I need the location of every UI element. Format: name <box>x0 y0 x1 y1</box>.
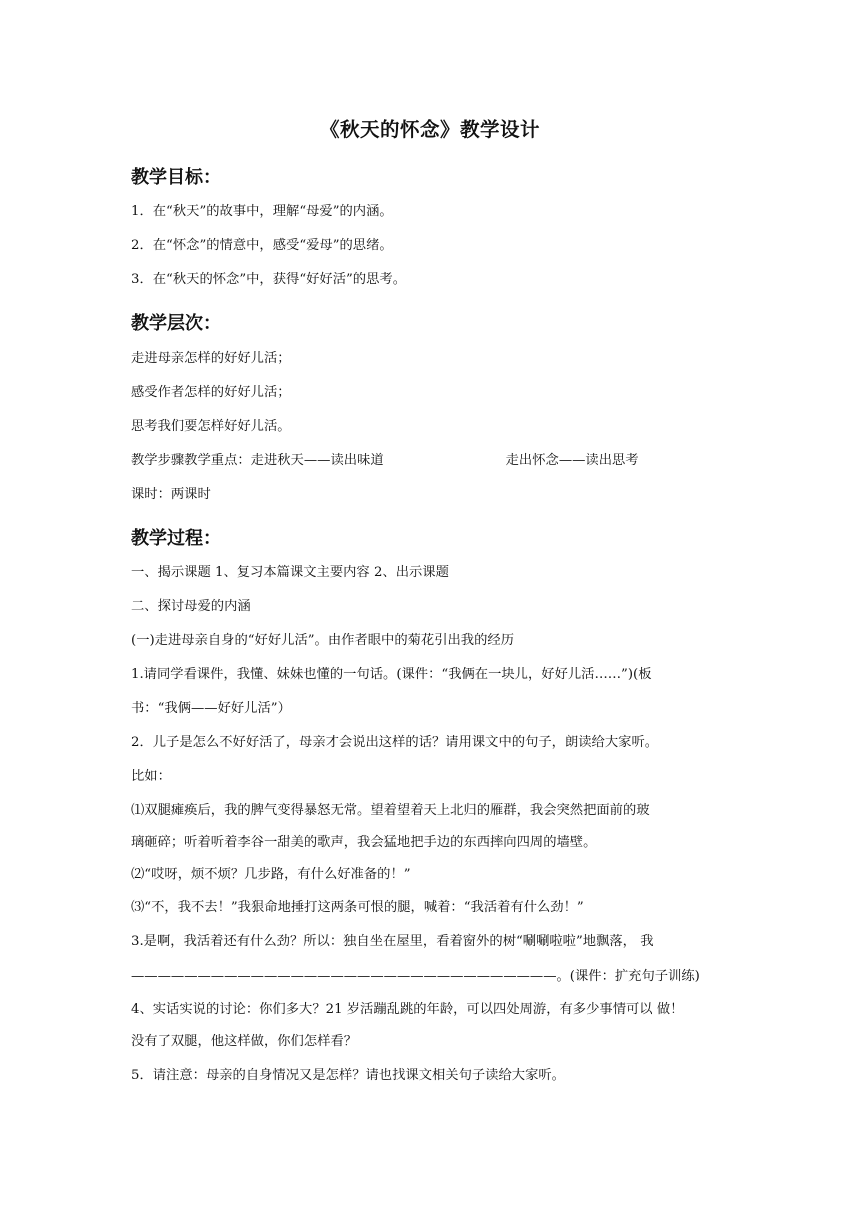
process-paragraph: 书：“我俩——好好儿活”） <box>131 701 291 716</box>
process-paragraph: (一)走进母亲自身的“好好儿活”。由作者眼中的菊花引出我的经历 <box>131 633 514 648</box>
teaching-steps-left: 教学步骤教学重点：走进秋天——读出味道 <box>131 453 384 468</box>
process-paragraph: 2．儿子是怎么不好好活了，母亲才会说出这样的话？请用课文中的句子，朗读给大家听。 <box>131 735 659 750</box>
teaching-steps <box>131 452 639 470</box>
process-paragraph: 5．请注意：母亲的自身情况又是怎样？请也找课文相关句子读给大家听。 <box>131 1068 565 1083</box>
process-heading: 教学过程： <box>131 528 221 549</box>
process-paragraph: ⑶“不，我不去！”我狠命地捶打这两条可恨的腿，喊着：“我活着有什么劲！” <box>131 900 584 915</box>
process-paragraph: 比如： <box>131 769 171 784</box>
level-item: 感受作者怎样的好好儿活； <box>131 385 291 400</box>
process-paragraph: ⑵“哎呀，烦不烦？几步路，有什么好准备的！” <box>131 867 411 882</box>
process-paragraph: 璃砸碎；听着听着李谷一甜美的歌声，我会猛地把手边的东西摔向四周的墙壁。 <box>131 835 597 850</box>
goal-item: 2．在“怀念”的情意中，感受“爱母”的思绪。 <box>131 238 393 253</box>
page-title: 《秋天的怀念》教学设计 <box>319 118 540 141</box>
process-paragraph: 1.请同学看课件，我懂、妹妹也懂的一句话。(课件：“我俩在一块儿，好好儿活……”)(板 <box>131 667 652 682</box>
class-hours: 课时：两课时 <box>131 487 211 502</box>
teaching-steps-right: 走出怀念——读出思考 <box>505 453 639 468</box>
process-paragraph: ⑴双腿瘫痪后，我的脾气变得暴怒无常。望着望着天上北归的雁群，我会突然把面前的玻 <box>131 803 650 818</box>
goal-item: 3．在“秋天的怀念”中，获得“好好活”的思考。 <box>131 272 406 287</box>
level-item: 思考我们要怎样好好儿活。 <box>131 419 291 434</box>
process-paragraph: 二、探讨母爱的内涵 <box>131 599 251 614</box>
process-paragraph: 没有了双腿，他这样做，你们怎样看？ <box>131 1034 358 1049</box>
process-paragraph: 一、揭示课题 1、复习本篇课文主要内容 2、出示课题 <box>131 565 449 580</box>
process-paragraph: 3.是啊，我活着还有什么劲？所以：独自坐在屋里，看着窗外的树“唰唰啦啦”地飘落， 我 <box>131 934 654 949</box>
level-item: 走进母亲怎样的好好儿活； <box>131 351 291 366</box>
levels-heading: 教学层次： <box>131 313 221 334</box>
process-paragraph: 4、实话实说的讨论：你们多大？21 岁活蹦乱跳的年龄，可以四处周游，有多少事情可以 做！ <box>131 1002 684 1017</box>
process-paragraph: ————————————————————————————————。(课件：扩充句子训练) <box>131 969 700 984</box>
goals-heading: 教学目标： <box>131 167 221 188</box>
goal-item: 1．在“秋天”的故事中，理解“母爱”的内涵。 <box>131 204 393 219</box>
